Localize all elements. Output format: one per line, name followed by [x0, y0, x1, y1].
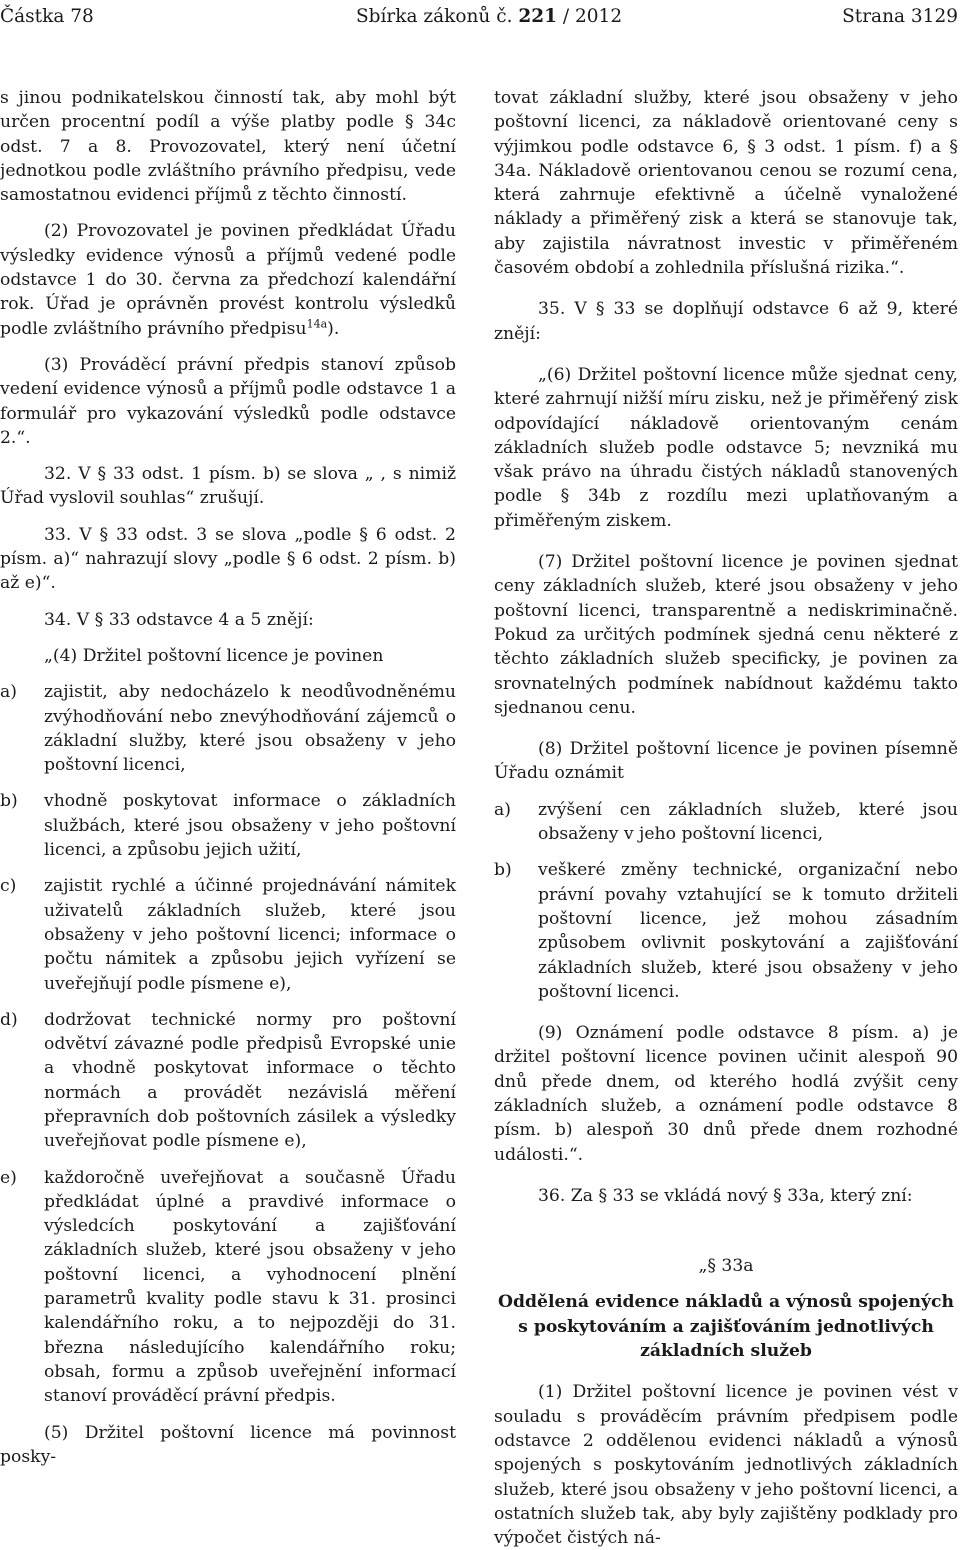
amendment-36: 36. Za § 33 se vkládá nový § 33a, který zní:: [538, 1185, 913, 1206]
page-header: [0, 6, 960, 40]
list-item-label: b): [0, 791, 18, 812]
paragraph-4-intro: „(4) Držitel poštovní licence je povinen: [44, 645, 384, 666]
law-number: 221: [518, 6, 557, 27]
collection-year: / 2012: [562, 6, 623, 27]
list-item: [0, 1166, 456, 1409]
paragraph-2-end: ).: [327, 318, 340, 339]
issue-number: Částka 78: [0, 6, 94, 27]
continuation-paragraph: s jinou podnikatelskou činností tak, aby mohl být určen procentní podíl a výše platby podle § 34c odst. 7 a 8. Provozovatel, který není účetní jednotkou podle zvláštního právního předpisu, vede samostatnou evidenci příjmů z těchto činností.: [0, 88, 456, 206]
paragraph-7: (7) Držitel poštovní licence je povinen sjednat ceny základních služeb, které jsou obsaženy v jeho poštovní licenci, transparentně a nediskriminačně. Pokud za určitých podmínek sjedná cenu některé z těchto základních služeb specificky, je povinen za srovnatelných podmínek nabídnout každému takto sjednanou cenu.: [494, 552, 958, 718]
section-paragraph-1: (1) Držitel poštovní licence je povinen vést v souladu s prováděcím právním předpisem podle odstavce 2 oddělenou evidenci nákladů a výnosů spojených s poskytováním jednotlivých základních služeb, které jsou obsaženy v jeho poštovní licenci, a ostatních služeb tak, aby byly zajištěny podklady pro výpočet čistých ná-: [494, 1382, 958, 1549]
continuation-paragraph: tovat základní služby, které jsou obsaženy v jeho poštovní licenci, za nákladově orientované ceny s výjimkou podle odstavce 6, § 3 odst. 1 písm. f) a § 34a. Nákladově orientovanou cenou se rozumí cena, která zahrnuje efektivně a účelně vynaložené náklady a přiměřený zisk a která se stanovuje tak, aby zajistila návratnost investic v přiměřeném časovém období a zohlednila příslušná rizika.“.: [494, 88, 958, 279]
amendment-34: 34. V § 33 odstavce 4 a 5 znějí:: [44, 609, 314, 630]
amendment-33: 33. V § 33 odst. 3 se slova „podle § 6 odst. 2 písm. a)“ nahrazují slovy „podle § 6 odst. 2 písm. b) až e)“.: [0, 524, 456, 594]
list-item-text: každoročně uveřejňovat a současně Úřadu předkládat úplné a pravdivé informace o výsledcích poskytování a zajišťování základních služeb, které jsou obsaženy v jeho poštovní licenci, a vyhodnocení plnění parametrů kvality podle stavu k 31. prosinci kalendářního roku, a to nejpozději do 31. března následujícího kalendářního roku; obsah, formu a způsob uveřejnění informací stanoví prováděcí právní předpis.: [44, 1167, 456, 1407]
list-item: [0, 1008, 456, 1154]
list-item-label: a): [0, 682, 17, 703]
collection-prefix: Sbírka zákonů č.: [356, 6, 513, 27]
list-item-text: zajistit, aby nedocházelo k neodůvodněnému zvýhodňování nebo znevýhodňování zájemců o základní služby, které jsou obsaženy v jeho poštovní licenci,: [44, 682, 456, 776]
list-item-text: zvýšení cen základních služeb, které jsou obsaženy v jeho poštovní licenci,: [538, 799, 958, 845]
list-item: [0, 680, 456, 777]
amendment-32: 32. V § 33 odst. 1 písm. b) se slova „ , s nimiž Úřad vyslovil souhlas“ zrušují.: [0, 464, 456, 509]
list-item-label: b): [494, 860, 512, 881]
list-item-label: a): [494, 799, 511, 820]
list-item-text: vhodně poskytovat informace o základních službách, které jsou obsaženy v jeho poštovní licenci, a způsobu jejich užití,: [44, 791, 456, 861]
footnote-ref: 14a: [306, 316, 328, 330]
list-item-label: e): [0, 1167, 17, 1188]
list-item: [0, 874, 456, 995]
list-item: [494, 798, 958, 847]
list-item-text: veškeré změny technické, organizační nebo právní povahy vztahující se k tomuto držiteli poštovní licence, jež mohou zásadním způsobem ovlivnit poskytování a zajišťování základních služeb, které jsou obsaženy v jeho poštovní licenci.: [538, 860, 958, 1002]
paragraph-8: (8) Držitel poštovní licence je povinen písemně Úřadu oznámit: [494, 739, 958, 784]
right-column: [494, 86, 958, 1550]
section-title: Oddělená evidence nákladů a výnosů spojených s poskytováním a zajišťováním jednotlivých základních služeb: [498, 1292, 954, 1362]
list-item: [0, 789, 456, 862]
left-column: [0, 86, 456, 1469]
amendment-35: 35. V § 33 se doplňují odstavce 6 až 9, které znějí:: [494, 299, 958, 344]
list-item-label: c): [0, 876, 17, 897]
page-number: Strana 3129: [842, 6, 958, 27]
paragraph-5-start: (5) Držitel poštovní licence má povinnost posky-: [0, 1422, 456, 1467]
paragraph-3: (3) Prováděcí právní předpis stanoví způsob vedení evidence výnosů a příjmů podle odstavce 1 a formulář pro vykazování výsledků podle odstavce 2.“.: [0, 354, 456, 448]
list-item-text: zajistit rychlé a účinné projednávání námitek uživatelů základních služeb, které jsou obsaženy v jeho poštovní licenci; informace o počtu námitek a způsobu jejich vyřízení se uveřejňují podle písmene e),: [44, 876, 456, 994]
paragraph-2-text: (2) Provozovatel je povinen předkládat Úřadu výsledky evidence výnosů a příjmů vedené podle odstavce 1 do 30. června za předchozí kalendářní rok. Úřad je oprávněn provést kontrolu výsledků podle zvláštního právního předpisu: [0, 221, 456, 339]
section-mark: „§ 33a: [698, 1256, 754, 1277]
list-item: [494, 858, 958, 1004]
list-item-label: d): [0, 1009, 18, 1030]
paragraph-9: (9) Oznámení podle odstavce 8 písm. a) je držitel poštovní licence povinen učinit alespoň 90 dnů přede dnem, od kterého hodlá zvýšit ceny základních služeb, a oznámení podle odstavce 8 písm. b) alespoň 30 dnů přede dnem rozhodné události.“.: [494, 1023, 958, 1165]
list-item-text: dodržovat technické normy pro poštovní odvětví závazné podle předpisů Evropské unie a vhodně poskytovat informace o těchto normách a provádět nezávislá měření přepravních dob poštovních zásilek a výsledky uveřejňovat podle písmene e),: [44, 1009, 456, 1152]
paragraph-2: [0, 219, 456, 340]
collection-title: [356, 6, 622, 27]
paragraph-6: „(6) Držitel poštovní licence může sjednat ceny, které zahrnují nižší míru zisku, než je přiměřený zisk odpovídající nákladově orientovaným cenám základních služeb podle odstavce 5; nevzniká mu však právo na úhradu čistých nákladů stanovených podle § 34b z rozdílu mezi uplatňovaným a přiměřeným ziskem.: [494, 364, 958, 531]
